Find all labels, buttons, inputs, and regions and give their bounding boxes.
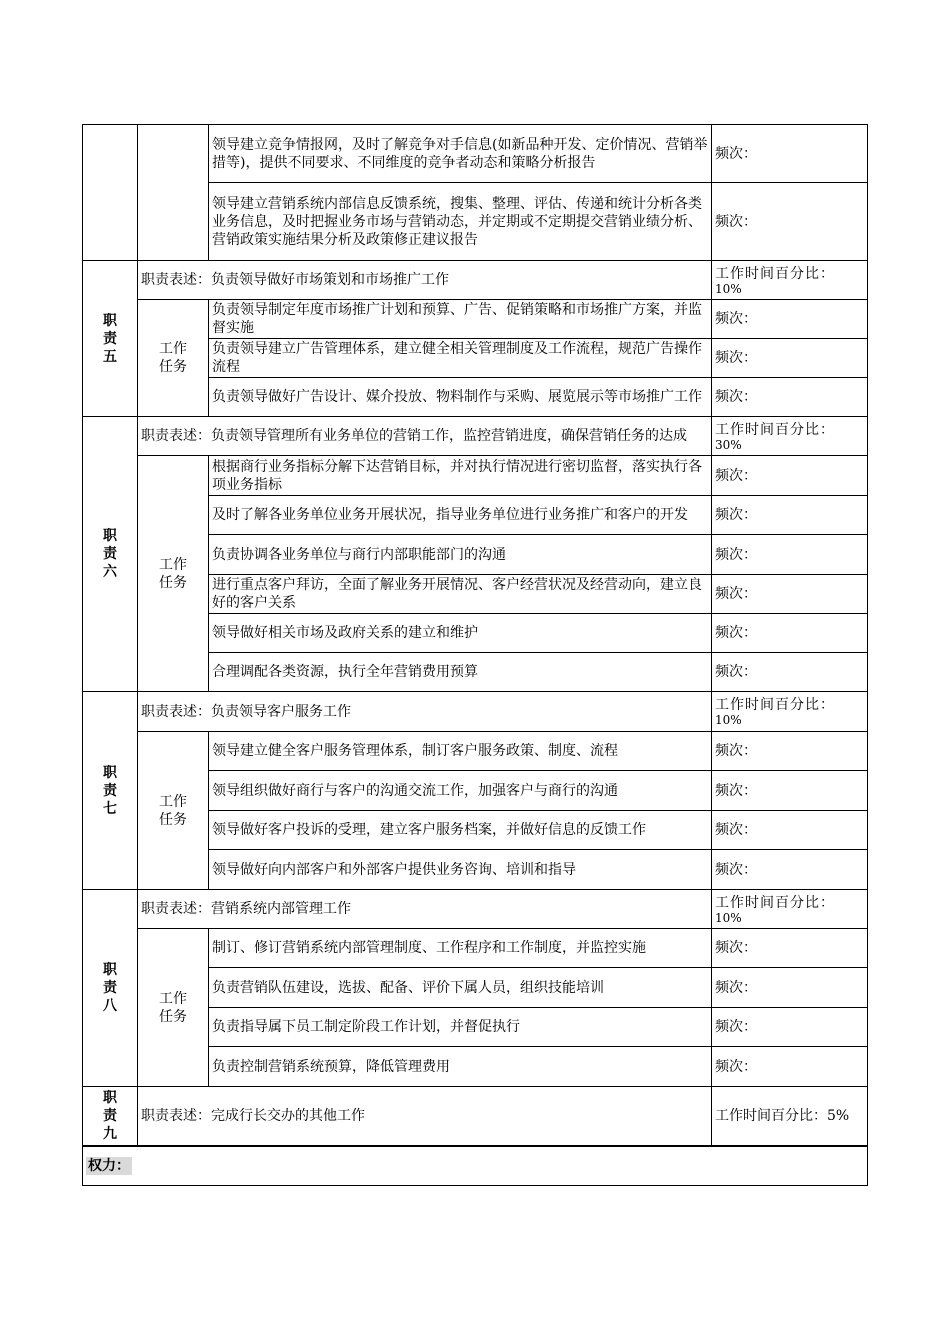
frequency-cell: 频次： <box>712 732 868 771</box>
duty-5-description: 职责表述：负责领导做好市场策划和市场推广工作 <box>138 261 712 300</box>
resp-cell-continued <box>83 125 138 261</box>
task-label-cell-continued <box>138 125 209 261</box>
task-text: 负责指导属下员工制定阶段工作计划，并督促执行 <box>209 1008 712 1047</box>
duty-5-time-percent: 工作时间百分比： 10% <box>712 261 868 300</box>
table-row <box>83 929 868 968</box>
task-text: 负责营销队伍建设，选拔、配备、评价下属人员，组织技能培训 <box>209 968 712 1008</box>
frequency-cell: 频次： <box>712 1008 868 1047</box>
task-text: 领导做好客户投诉的受理，建立客户服务档案，并做好信息的反馈工作 <box>209 811 712 850</box>
task-text: 负责领导建立广告管理体系，建立健全相关管理制度及工作流程，规范广告操作流程 <box>209 339 712 378</box>
duty-9-description: 职责表述：完成行长交办的其他工作 <box>138 1087 712 1146</box>
frequency-cell: 频次： <box>712 968 868 1008</box>
duty-5-label: 职 责 五 <box>83 261 138 417</box>
duty-desc-row <box>83 1087 868 1146</box>
table-row <box>83 125 868 183</box>
duty-9-label: 职 责 九 <box>83 1087 138 1146</box>
duty-desc-row <box>83 261 868 300</box>
frequency-cell: 频次： <box>712 125 868 183</box>
power-label: 权力： <box>83 1146 868 1186</box>
task-text: 领导做好向内部客户和外部客户提供业务咨询、培训和指导 <box>209 850 712 890</box>
task-text: 制订、修订营销系统内部管理制度、工作程序和工作制度，并监控实施 <box>209 929 712 968</box>
frequency-cell: 频次： <box>712 850 868 890</box>
frequency-cell: 频次： <box>712 535 868 575</box>
duty-desc-row <box>83 417 868 456</box>
frequency-cell: 频次： <box>712 339 868 378</box>
duty-8-time-percent: 工作时间百分比： 10% <box>712 890 868 929</box>
frequency-cell: 频次： <box>712 1047 868 1087</box>
power-row <box>83 1146 868 1186</box>
task-text: 及时了解各业务单位业务开展状况，指导业务单位进行业务推广和客户的开发 <box>209 496 712 535</box>
frequency-cell: 频次： <box>712 456 868 496</box>
frequency-cell: 频次： <box>712 811 868 850</box>
frequency-cell: 频次： <box>712 575 868 614</box>
task-text: 根据商行业务指标分解下达营销目标，并对执行情况进行密切监督，落实执行各项业务指标 <box>209 456 712 496</box>
task-text: 合理调配各类资源，执行全年营销费用预算 <box>209 653 712 692</box>
duty-6-task-label: 工作 任务 <box>138 456 209 692</box>
task-text: 领导做好相关市场及政府关系的建立和维护 <box>209 614 712 653</box>
task-text: 领导建立营销系统内部信息反馈系统，搜集、整理、评估、传递和统计分析各类业务信息，及时把握业务市场与营销动态，并定期或不定期提交营销业绩分析、营销政策实施结果分析及政策修正建议报告 <box>209 183 712 261</box>
task-text: 进行重点客户拜访，全面了解业务开展情况、客户经营状况及经营动向，建立良好的客户关系 <box>209 575 712 614</box>
frequency-cell: 频次： <box>712 653 868 692</box>
duty-6-time-percent: 工作时间百分比： 30% <box>712 417 868 456</box>
duty-9-time-percent: 工作时间百分比：5% <box>712 1087 868 1146</box>
frequency-cell: 频次： <box>712 300 868 339</box>
duty-8-label: 职 责 八 <box>83 890 138 1087</box>
duty-8-description: 职责表述：营销系统内部管理工作 <box>138 890 712 929</box>
task-text: 负责控制营销系统预算，降低管理费用 <box>209 1047 712 1087</box>
frequency-cell: 频次： <box>712 496 868 535</box>
task-text: 负责领导制定年度市场推广计划和预算、广告、促销策略和市场推广方案，并监督实施 <box>209 300 712 339</box>
task-text: 领导建立健全客户服务管理体系，制订客户服务政策、制度、流程 <box>209 732 712 771</box>
duty-5-task-label: 工作 任务 <box>138 300 209 417</box>
task-text: 负责协调各业务单位与商行内部职能部门的沟通 <box>209 535 712 575</box>
duty-7-description: 职责表述：负责领导客户服务工作 <box>138 692 712 732</box>
table-row <box>83 732 868 771</box>
job-responsibility-table <box>82 124 868 1186</box>
task-text: 负责领导做好广告设计、媒介投放、物料制作与采购、展览展示等市场推广工作 <box>209 378 712 417</box>
duty-7-task-label: 工作 任务 <box>138 732 209 890</box>
duty-desc-row <box>83 692 868 732</box>
duty-desc-row <box>83 890 868 929</box>
table-row <box>83 456 868 496</box>
duty-6-description: 职责表述：负责领导管理所有业务单位的营销工作，监控营销进度，确保营销任务的达成 <box>138 417 712 456</box>
table-row <box>83 300 868 339</box>
duty-8-task-label: 工作 任务 <box>138 929 209 1087</box>
frequency-cell: 频次： <box>712 378 868 417</box>
duty-6-label: 职 责 六 <box>83 417 138 692</box>
frequency-cell: 频次： <box>712 771 868 811</box>
task-text: 领导组织做好商行与客户的沟通交流工作，加强客户与商行的沟通 <box>209 771 712 811</box>
frequency-cell: 频次： <box>712 614 868 653</box>
frequency-cell: 频次： <box>712 183 868 261</box>
duty-7-time-percent: 工作时间百分比： 10% <box>712 692 868 732</box>
task-text: 领导建立竞争情报网，及时了解竞争对手信息(如新品种开发、定价情况、营销举措等)，提供不同要求、不同维度的竞争者动态和策略分析报告 <box>209 125 712 183</box>
duty-7-label: 职 责 七 <box>83 692 138 890</box>
frequency-cell: 频次： <box>712 929 868 968</box>
